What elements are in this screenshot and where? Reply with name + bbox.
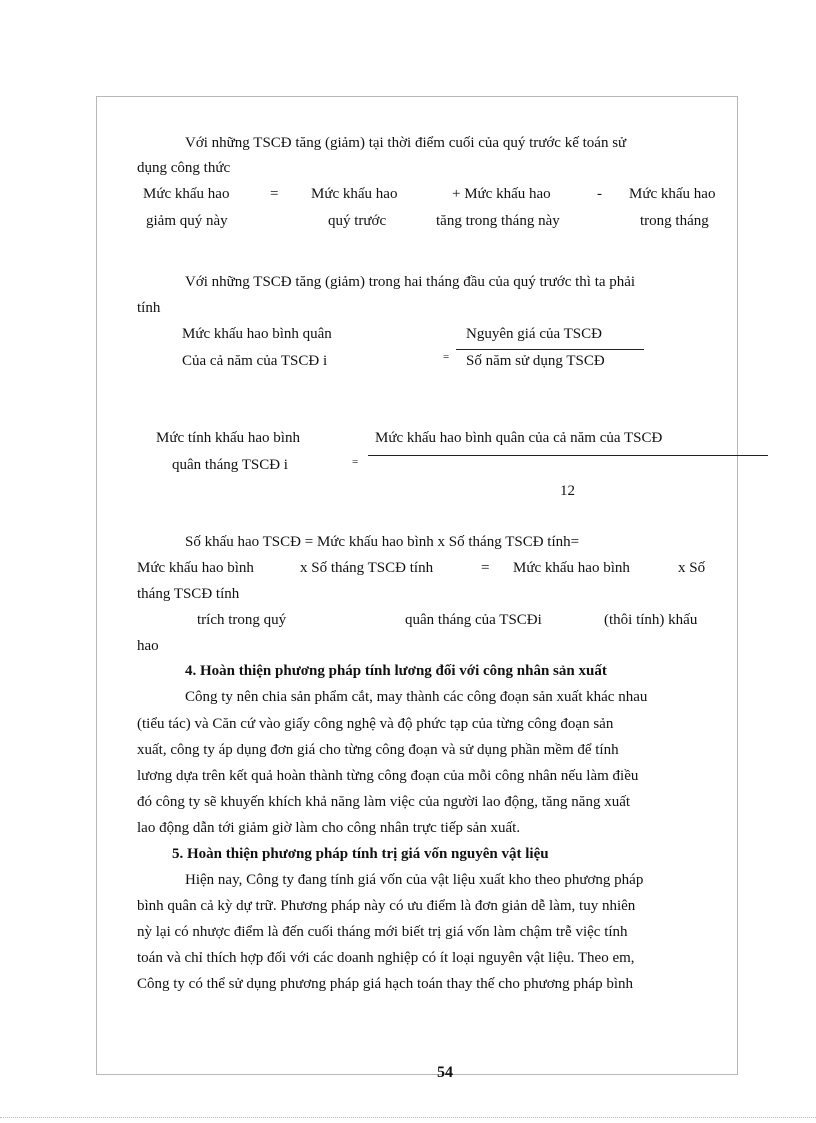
section-4-heading: 4. Hoàn thiện phương pháp tính lương đối với công nhân sản xuất <box>185 663 607 679</box>
f3-numerator: Mức khấu hao bình quân của cả năm của TSCĐ <box>375 430 663 446</box>
f4-line-2e: x Số <box>678 560 706 576</box>
section-5-line: toán và chỉ thích hợp đối với các doanh nghiệp có ít loại nguyên vật liệu. Theo em, <box>137 950 635 966</box>
f1-minus: - <box>597 186 602 202</box>
f4-line-2c: = <box>481 560 490 576</box>
f2-denominator: Số năm sử dụng TSCĐ <box>466 353 605 369</box>
f4-line-2a: Mức khấu hao bình <box>137 560 254 576</box>
f3-left-line-2: quân tháng TSCĐ i <box>172 457 288 473</box>
f1-term-a-line-1: Mức khấu hao <box>143 186 230 202</box>
p2-line-1: Với những TSCĐ tăng (giảm) trong hai tháng đầu của quý trước thì ta phải <box>185 274 636 290</box>
f1-term-d-line-2: trong tháng <box>640 213 709 229</box>
section-5-line: nỳ lại có nhược điểm là đến cuối tháng mới biết trị giá vốn làm chậm trễ việc tính <box>137 924 628 940</box>
f2-equals: = <box>443 351 450 363</box>
f1-term-b-line-2: quý trước <box>328 213 387 229</box>
f4-line-5: hao <box>137 638 159 654</box>
section-4-line: (tiểu tác) và Căn cứ vào giấy công nghệ và độ phức tạp của từng công đoạn sản <box>137 716 614 732</box>
f3-fraction-bar <box>368 455 768 456</box>
f1-term-c-line-1: + Mức khấu hao <box>452 186 551 202</box>
f3-denominator: 12 <box>560 483 575 499</box>
section-5-line: Công ty có thể sử dụng phương pháp giá hạch toán thay thế cho phương pháp bình <box>137 976 634 992</box>
section-4-line: Công ty nên chia sản phẩm cắt, may thành các công đoạn sản xuất khác nhau <box>185 689 648 705</box>
f2-left-line-2: Của cả năm của TSCĐ i <box>182 353 328 369</box>
section-4-line: lương dựa trên kết quả hoàn thành từng công đoạn của mỗi công nhân nếu làm điều <box>137 768 639 784</box>
f3-left-line-1: Mức tính khấu hao bình <box>156 430 300 446</box>
f2-numerator: Nguyên giá của TSCĐ <box>466 326 602 342</box>
section-5-line: bình quân cả kỳ dự trữ. Phương pháp này có ưu điểm là đơn giản dễ làm, tuy nhiên <box>137 898 636 914</box>
section-5-line: Hiện nay, Công ty đang tính giá vốn của vật liệu xuất kho theo phương pháp <box>185 872 644 888</box>
f1-term-d-line-1: Mức khấu hao <box>629 186 716 202</box>
f1-term-c-line-2: tăng trong tháng này <box>436 213 560 229</box>
f4-line-4b: quân tháng của TSCĐi <box>405 612 542 628</box>
f1-term-a-line-2: giảm quý này <box>146 213 228 229</box>
p2-line-2: tính <box>137 300 161 316</box>
p1-line-1: Với những TSCĐ tăng (giảm) tại thời điểm cuối của quý trước kế toán sử <box>185 135 627 151</box>
f1-term-b-line-1: Mức khấu hao <box>311 186 398 202</box>
f4-line-4a: trích trong quý <box>197 612 287 628</box>
f4-line-2b: x Số tháng TSCĐ tính <box>300 560 434 576</box>
f2-fraction-bar <box>456 349 644 350</box>
p1-line-2: dụng công thức <box>137 160 231 176</box>
f4-line-2d: Mức khấu hao bình <box>513 560 630 576</box>
section-4-line: lao động dẫn tới giảm giờ làm cho công nhân trực tiếp sản xuất. <box>137 820 521 836</box>
section-4-line: xuất, công ty áp dụng đơn giá cho từng công đoạn và sử dụng phần mềm để tính <box>137 742 619 758</box>
page-bottom-divider <box>0 1117 816 1118</box>
f1-equals: = <box>270 186 279 202</box>
section-5-heading: 5. Hoàn thiện phương pháp tính trị giá vốn nguyên vật liệu <box>172 846 549 862</box>
f4-line-4c: (thôi tính) khấu <box>604 612 698 628</box>
f4-line-1: Số khấu hao TSCĐ = Mức khấu hao bình x Số tháng TSCĐ tính= <box>185 534 580 550</box>
section-4-line: đó công ty sẽ khuyến khích khả năng làm việc của người lao động, tăng năng xuất <box>137 794 631 810</box>
f3-equals: = <box>352 456 359 468</box>
page-number: 54 <box>437 1064 453 1081</box>
f2-left-line-1: Mức khấu hao bình quân <box>182 326 332 342</box>
f4-line-3: tháng TSCĐ tính <box>137 586 240 602</box>
